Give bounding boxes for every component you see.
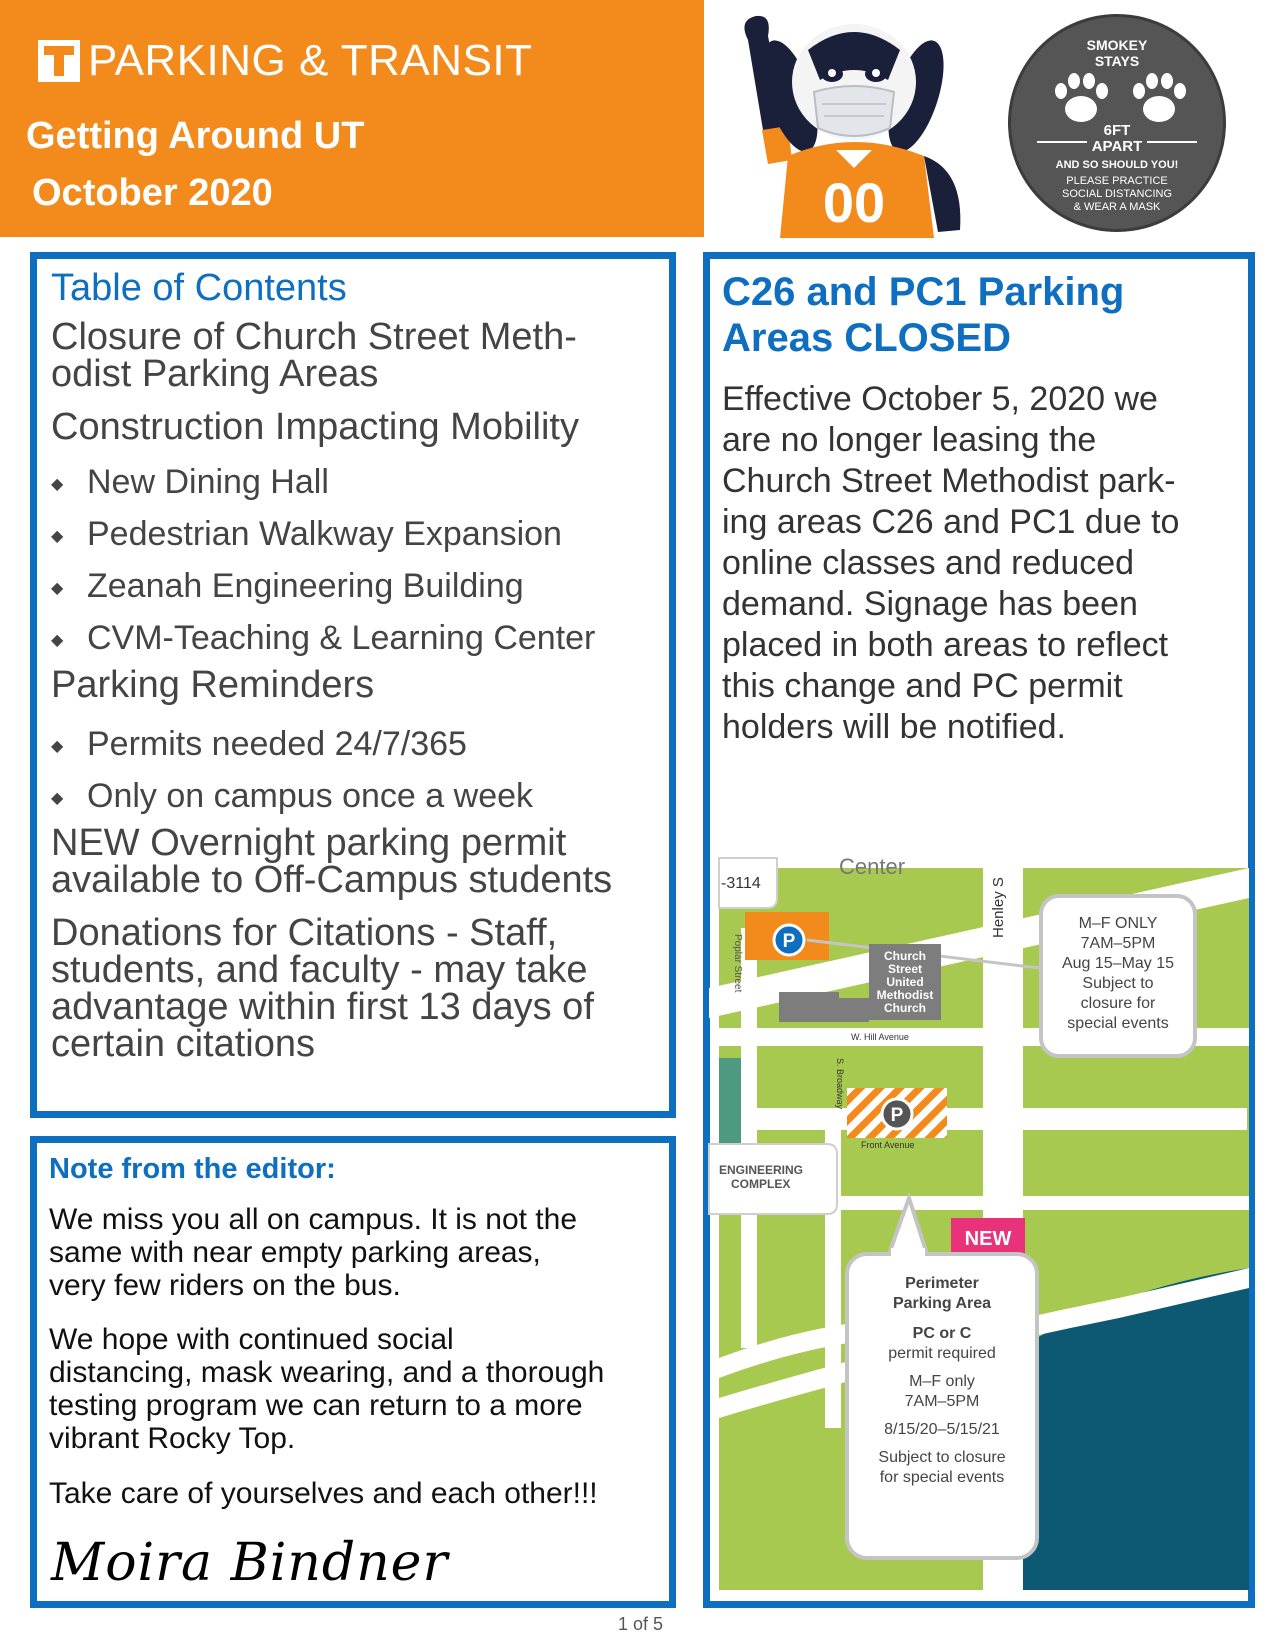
parking-map [719, 854, 1249, 1590]
toc-item-donations[interactable] [51, 912, 594, 1065]
article-line: holders will be notified. [722, 708, 1066, 746]
map-front-avenue: Front Avenue [861, 1140, 915, 1150]
parking-p-label: P [782, 931, 796, 952]
map-phone-fragment: -3114 [721, 875, 761, 892]
toc-bullet-label: Zeanah Engineering Building [87, 567, 524, 605]
toc-bullet-label: CVM-Teaching & Learning Center [87, 619, 596, 657]
map-s-broadway: S. Broadway [835, 1058, 845, 1110]
parking-p-label: P [890, 1105, 904, 1126]
badge-line-practice: PLEASE PRACTICE [1066, 175, 1168, 187]
badge-line-apart: APART [1091, 138, 1143, 155]
toc-item-line: Donations for Citations - Staff, [51, 912, 558, 954]
badge-line-6ft: 6FT [1103, 122, 1131, 139]
church-label-line: Church [884, 949, 926, 963]
badge-line-stays: STAYS [1094, 53, 1140, 69]
callout1-line: Aug 15–May 15 [1061, 955, 1175, 972]
toc-bullet-item[interactable] [51, 777, 533, 816]
toc-item-church-street[interactable] [51, 316, 577, 395]
brand [38, 36, 533, 86]
editor-line: We hope with continued social [49, 1323, 454, 1356]
table-of-contents-box [30, 252, 676, 1118]
toc-title: Table of Contents [51, 267, 347, 309]
header-banner [0, 0, 704, 237]
article-title [722, 269, 1242, 361]
article-title-line: Areas CLOSED [722, 316, 1011, 360]
badge-line-distancing: SOCIAL DISTANCING [1061, 188, 1173, 200]
toc-bullet-label: Permits needed 24/7/365 [87, 725, 467, 763]
article-line: Church Street Methodist park- [722, 462, 1176, 500]
bullet-diamond-icon: ◆ [51, 738, 64, 756]
badge-heading [1011, 37, 1223, 69]
article-line: demand. Signage has been [722, 585, 1138, 623]
toc-bullet-item[interactable] [51, 463, 329, 502]
ut-t-logo-icon [38, 40, 80, 82]
article-line: online classes and reduced [722, 544, 1135, 582]
toc-bullet-label: Only on campus once a week [87, 777, 534, 815]
toc-item-construction[interactable]: Construction Impacting Mobility [51, 406, 579, 448]
map-poplar-street: Poplar Street [732, 934, 743, 993]
church-label-line: Methodist [876, 988, 934, 1002]
editor-paragraph [49, 1323, 659, 1455]
toc-item-line: certain citations [51, 1023, 316, 1065]
toc-bullet-item[interactable] [51, 725, 467, 764]
editor-note-box [30, 1136, 676, 1608]
editor-line: distancing, mask wearing, and a thorough [49, 1356, 605, 1389]
toc-bullet-item[interactable] [51, 619, 595, 658]
editor-line: very few riders on the bus. [49, 1269, 401, 1302]
page-number: 1 of 5 [618, 1614, 664, 1634]
badge-divider [1147, 141, 1197, 143]
editor-line: testing program we can return to a more [49, 1389, 583, 1422]
toc-bullet-label: New Dining Hall [87, 463, 329, 501]
map-top-fragment: Center [839, 854, 906, 879]
editor-line: vibrant Rocky Top. [49, 1422, 296, 1455]
article-title-line: C26 and PC1 Parking [722, 270, 1125, 314]
editor-signature: Moira Bindner [51, 1533, 449, 1593]
smokey-stays-badge [1008, 14, 1226, 232]
article-body [722, 379, 1242, 748]
toc-bullet-label: Pedestrian Walkway Expansion [87, 515, 562, 553]
new-tag-label: NEW [964, 1228, 1012, 1250]
callout2-permit-type: PC or C [912, 1325, 972, 1342]
callout2-joint [891, 1248, 925, 1262]
badge-line-smokey: SMOKEY [1086, 37, 1148, 53]
toc-item-overnight-permit[interactable] [51, 822, 613, 901]
callout2-line: Subject to closure [878, 1449, 1006, 1466]
editor-closing: Take care of yourselves and each other!!! [49, 1477, 598, 1510]
map-w-hill-avenue: W. Hill Avenue [851, 1032, 909, 1042]
badge-divider [1037, 141, 1087, 143]
building-gray [779, 992, 839, 1022]
toc-bullet-item[interactable] [51, 567, 524, 606]
map-henley-street: Henley S [990, 877, 1007, 938]
callout1-line: closure for [1080, 995, 1156, 1012]
toc-item-line: odist Parking Areas [51, 353, 379, 395]
bullet-diamond-icon: ◆ [51, 476, 64, 494]
editor-line: same with near empty parking areas, [49, 1236, 541, 1269]
badge-line-mask: & WEAR A MASK [1073, 201, 1161, 213]
callout1-line: special events [1067, 1015, 1169, 1032]
editor-note-title: Note from the editor: [49, 1153, 336, 1185]
church-label-line: United [886, 975, 924, 989]
editor-paragraph [49, 1203, 659, 1302]
article-line: Effective October 5, 2020 we [722, 380, 1158, 418]
callout2-line: M–F only [909, 1373, 975, 1390]
callout2-title-line: Perimeter [905, 1275, 979, 1292]
article-line: ing areas C26 and PC1 due to [722, 503, 1180, 541]
toc-item-line: available to Off-Campus students [51, 859, 613, 901]
bullet-diamond-icon: ◆ [51, 580, 64, 598]
toc-item-line: students, and faculty - may take [51, 949, 588, 991]
toc-item-line: NEW Overnight parking permit [51, 822, 567, 864]
toc-item-parking-reminders[interactable]: Parking Reminders [51, 664, 375, 706]
editor-line: We miss you all on campus. It is not the [49, 1203, 578, 1236]
smokey-mascot-icon [728, 10, 988, 238]
church-label-line: Church [884, 1001, 926, 1015]
church-label-line: Street [887, 962, 923, 976]
newsletter-date: October 2020 [32, 172, 273, 214]
toc-bullet-item[interactable] [51, 515, 562, 554]
bullet-diamond-icon: ◆ [51, 790, 64, 808]
badge-instructions [1031, 175, 1203, 214]
article-line: this change and PC permit [722, 667, 1123, 705]
callout2-line: 8/15/20–5/15/21 [884, 1421, 1000, 1438]
newsletter-title: Getting Around UT [26, 115, 365, 157]
badge-distance [1011, 123, 1223, 155]
engineering-label: ENGINEERING [719, 1163, 804, 1177]
article-line: placed in both areas to reflect [722, 626, 1169, 664]
jersey-number: 00 [822, 171, 886, 234]
bullet-diamond-icon: ◆ [51, 632, 64, 650]
bullet-diamond-icon: ◆ [51, 528, 64, 546]
callout1-line: 7AM–5PM [1080, 935, 1156, 952]
article-line: are no longer leasing the [722, 421, 1097, 459]
callout2-line: 7AM–5PM [904, 1393, 980, 1410]
brand-name: PARKING & TRANSIT [88, 36, 533, 85]
callout1-line: M–F ONLY [1078, 915, 1158, 932]
toc-item-line: advantage within first 13 days of [51, 986, 594, 1028]
callout2-title-line: Parking Area [892, 1295, 992, 1312]
engineering-label: COMPLEX [731, 1177, 791, 1191]
paw-prints-icon [1047, 69, 1193, 129]
callout1-line: Subject to [1082, 975, 1154, 992]
callout2-line: permit required [888, 1345, 996, 1362]
badge-line-so-should-you: AND SO SHOULD YOU! [1055, 159, 1179, 171]
toc-item-line: Closure of Church Street Meth- [51, 316, 577, 358]
callout2-line: for special events [879, 1469, 1005, 1486]
building-gray [839, 998, 869, 1022]
